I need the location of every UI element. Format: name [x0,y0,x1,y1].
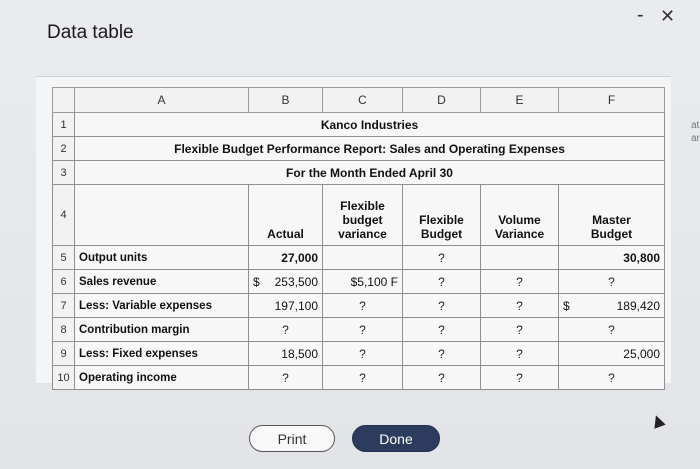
header-actual: Actual [249,185,323,246]
table-row [53,246,665,270]
report-period: For the Month Ended April 30 [75,161,665,185]
table-row [53,185,665,246]
cell-volume-variance: ? [481,342,559,366]
table-row [53,318,665,342]
cell-flexible-budget: ? [403,246,481,270]
header-volume-variance [481,185,559,246]
cell-volume-variance: ? [481,270,559,294]
cell-master-budget: ? [559,366,665,390]
row-label-operating-income: Operating income [75,366,249,390]
row-number: 3 [53,161,75,185]
cell-master-budget [559,294,665,318]
column-header-d: D [403,88,481,113]
header-line: Volume [498,213,541,227]
row-number: 6 [53,270,75,294]
table-row [53,161,665,185]
cell-actual: 197,100 [249,294,323,318]
cell-flexible-budget-variance [323,246,403,270]
header-line: Flexible [419,213,464,227]
row-number: 2 [53,137,75,161]
row-label-output-units: Output units [75,246,249,270]
header-line: Variance [494,227,545,241]
company-name: Kanco Industries [75,113,665,137]
mouse-cursor-icon [650,413,665,428]
data-table [52,87,665,390]
cell-flexible-budget: ? [403,342,481,366]
done-button[interactable]: Done [352,425,440,452]
header-master-budget [559,185,665,246]
currency-symbol: $ [563,298,570,313]
cell-volume-variance: ? [481,294,559,318]
header-flexible-budget [403,185,481,246]
column-header-b: B [249,88,323,113]
row-number: 4 [53,185,75,246]
cell-actual [249,270,323,294]
row-number: 5 [53,246,75,270]
cell-volume-variance [481,246,559,270]
minimize-button[interactable]: - [637,4,644,26]
row-label-sales-revenue: Sales revenue [75,270,249,294]
cell-flexible-budget-variance: $5,100 F [323,270,403,294]
cell-actual: ? [249,318,323,342]
cell-actual: 27,000 [249,246,323,270]
row-number: 9 [53,342,75,366]
header-flexible-budget-variance [323,185,403,246]
header-line: Flexible [340,199,385,213]
column-header-a: A [75,88,249,113]
cell-flexible-budget-variance: ? [323,294,403,318]
table-row [53,366,665,390]
cell-flexible-budget: ? [403,366,481,390]
cell-volume-variance: ? [481,318,559,342]
row-label-fixed-expenses: Less: Fixed expenses [75,342,249,366]
cell-actual: 18,500 [249,342,323,366]
cell-flexible-budget-variance: ? [323,318,403,342]
table-row [53,342,665,366]
cell-actual: ? [249,366,323,390]
header-line: budget [342,213,383,227]
cell-master-budget: 30,800 [559,246,665,270]
row-number: 10 [53,366,75,390]
cell-master-budget: 25,000 [559,342,665,366]
row-label-contribution-margin: Contribution margin [75,318,249,342]
cell-master-budget: ? [559,318,665,342]
edge-text-2: ar [691,133,700,144]
close-button[interactable]: ✕ [660,6,676,26]
column-header-row [53,88,665,113]
data-table-panel [36,76,671,383]
cell-value: 253,500 [274,274,318,289]
dialog-title: Data table [47,22,134,43]
cell-flexible-budget: ? [403,318,481,342]
row-number: 7 [53,294,75,318]
row-label-variable-expenses: Less: Variable expenses [75,294,249,318]
header-line: variance [338,227,387,241]
print-button[interactable]: Print [249,425,335,452]
currency-symbol: $ [253,274,260,289]
empty-cell [75,185,249,246]
table-row [53,270,665,294]
report-title: Flexible Budget Performance Report: Sales and Operating Expenses [75,137,665,161]
cell-flexible-budget: ? [403,294,481,318]
cell-value: 189,420 [616,298,660,313]
row-number: 1 [53,113,75,137]
table-row [53,113,665,137]
row-number: 8 [53,318,75,342]
column-header-e: E [481,88,559,113]
edge-text-1: at [691,120,700,131]
header-line: Budget [420,227,463,241]
cell-master-budget: ? [559,270,665,294]
cell-flexible-budget: ? [403,270,481,294]
column-header-f: F [559,88,665,113]
column-header-c: C [323,88,403,113]
table-row [53,137,665,161]
table-row [53,294,665,318]
cell-flexible-budget-variance: ? [323,366,403,390]
header-line: Master [592,213,631,227]
cell-volume-variance: ? [481,366,559,390]
cell-flexible-budget-variance: ? [323,342,403,366]
corner-cell [53,88,75,113]
header-line: Budget [590,227,633,241]
